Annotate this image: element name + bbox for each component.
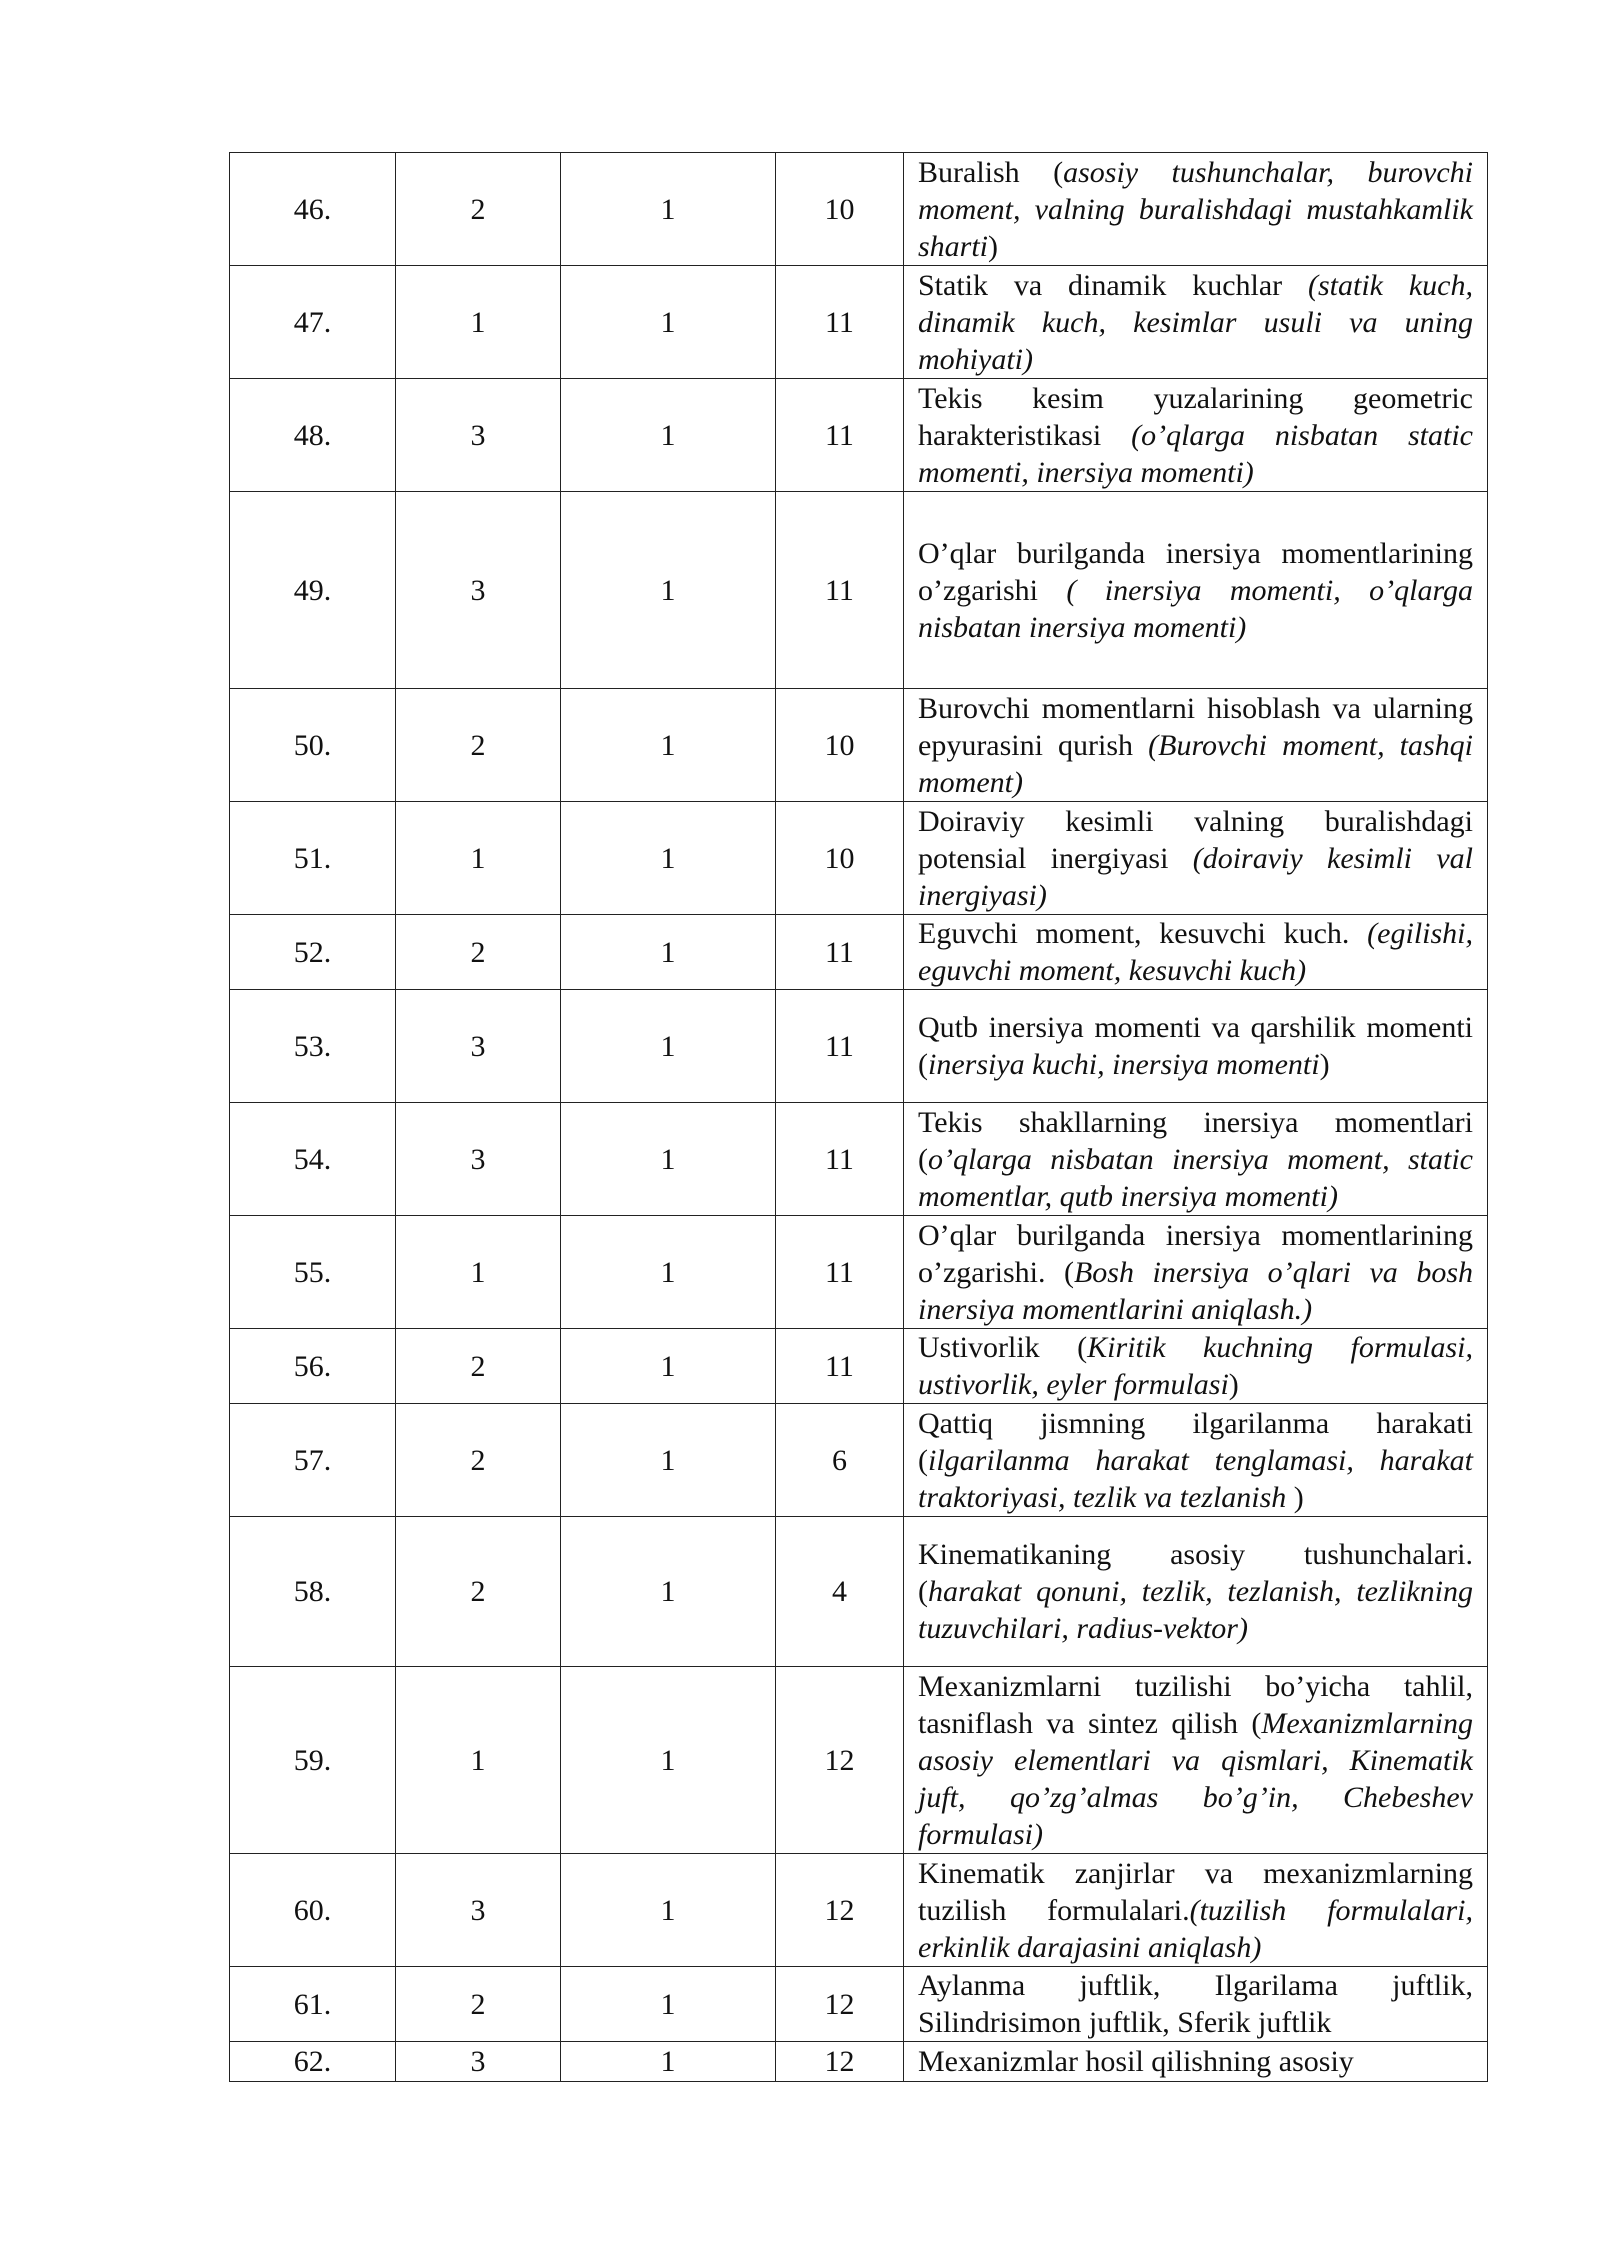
row-number-cell: 48. bbox=[230, 379, 396, 492]
topic-title-text: Aylanma juftlik, Ilgarilama juftlik, Silindrisimon juftlik, Sferik juftlik bbox=[918, 1969, 1473, 2039]
column-2-cell: 3 bbox=[396, 990, 561, 1103]
column-2-cell: 3 bbox=[396, 1854, 561, 1967]
column-2-cell: 2 bbox=[396, 1404, 561, 1517]
topic-description-cell bbox=[904, 379, 1488, 492]
column-3-cell: 1 bbox=[561, 1854, 776, 1967]
topic-keywords-text: harakat qonuni, tezlik, tezlanish, tezlikning tuzuvchilari, radius-vektor) bbox=[918, 1575, 1473, 1645]
topic-keywords-text: Kiritik kuchning formulasi, ustivorlik, eyler formulasi bbox=[918, 1331, 1473, 1401]
column-4-cell: 11 bbox=[776, 1216, 904, 1329]
topic-keywords-text: ( inersiya momenti, o’qlarga nisbatan inersiya momenti) bbox=[918, 573, 1473, 644]
column-3-cell: 1 bbox=[561, 379, 776, 492]
topic-keywords-text: Bosh inersiya o’qlari va bosh inersiya momentlarini aniqlash.) bbox=[918, 1255, 1473, 1326]
topic-description-cell bbox=[904, 1667, 1488, 1854]
topic-keywords-text: (egilishi, eguvchi moment, kesuvchi kuch) bbox=[918, 917, 1473, 987]
column-3-cell: 1 bbox=[561, 689, 776, 802]
column-2-cell: 1 bbox=[396, 266, 561, 379]
topic-description-cell bbox=[904, 153, 1488, 266]
column-2-cell: 1 bbox=[396, 1216, 561, 1329]
column-2-cell: 3 bbox=[396, 1103, 561, 1216]
topic-title-text: Ustivorlik ( bbox=[918, 1331, 1088, 1364]
column-4-cell: 6 bbox=[776, 1404, 904, 1517]
topic-title-text: ) bbox=[1293, 1480, 1304, 1514]
table-row bbox=[230, 1854, 1488, 1967]
topic-keywords-text: (statik kuch, dinamik kuch, kesimlar usuli va uning mohiyati) bbox=[918, 268, 1473, 376]
column-2-cell: 1 bbox=[396, 802, 561, 915]
topic-description-cell bbox=[904, 2042, 1488, 2082]
topic-description-cell bbox=[904, 802, 1488, 915]
topic-description-cell bbox=[904, 1967, 1488, 2042]
topic-keywords-text: Mexanizmlarning asosiy elementlari va qismlari, Kinematik juft, qo’zg’almas bo’g’in, Chebeshev formulasi) bbox=[918, 1706, 1473, 1851]
topic-description-cell bbox=[904, 1103, 1488, 1216]
topic-description-cell bbox=[904, 266, 1488, 379]
topic-title-text: Mexanizmlar hosil qilishning asosiy bbox=[918, 2045, 1354, 2078]
column-3-cell: 1 bbox=[561, 990, 776, 1103]
row-number-cell: 61. bbox=[230, 1967, 396, 2042]
row-number-cell: 52. bbox=[230, 915, 396, 990]
column-4-cell: 10 bbox=[776, 153, 904, 266]
column-2-cell: 2 bbox=[396, 689, 561, 802]
column-3-cell: 1 bbox=[561, 1103, 776, 1216]
column-3-cell: 1 bbox=[561, 492, 776, 689]
column-3-cell: 1 bbox=[561, 2042, 776, 2082]
table-row bbox=[230, 379, 1488, 492]
row-number-cell: 46. bbox=[230, 153, 396, 266]
column-2-cell: 3 bbox=[396, 2042, 561, 2082]
column-4-cell: 10 bbox=[776, 689, 904, 802]
topic-title-text: Eguvchi moment, kesuvchi kuch. bbox=[918, 917, 1368, 950]
topic-title-text: ) bbox=[988, 229, 999, 263]
table-row bbox=[230, 1404, 1488, 1517]
topic-description-cell bbox=[904, 1216, 1488, 1329]
table-row bbox=[230, 915, 1488, 990]
column-2-cell: 2 bbox=[396, 153, 561, 266]
column-3-cell: 1 bbox=[561, 153, 776, 266]
column-2-cell: 2 bbox=[396, 1967, 561, 2042]
topic-title-text: O’qlar burilganda inersiya momentlarining o’zgarishi bbox=[918, 536, 1473, 607]
row-number-cell: 57. bbox=[230, 1404, 396, 1517]
topic-title-text: ) bbox=[1228, 1368, 1239, 1401]
topic-title-text: Qattiq jismning ilgarilanma harakati ( bbox=[918, 1406, 1473, 1477]
row-number-cell: 59. bbox=[230, 1667, 396, 1854]
row-number-cell: 58. bbox=[230, 1517, 396, 1667]
table-row bbox=[230, 266, 1488, 379]
topic-keywords-text: (o’qlarga nisbatan static momenti, inersiya momenti) bbox=[918, 418, 1473, 489]
topic-title-text: Burovchi momentlarni hisoblash va ularning epyurasini qurish bbox=[918, 691, 1473, 762]
table-row bbox=[230, 492, 1488, 689]
topic-description-cell bbox=[904, 689, 1488, 802]
topic-title-text: Kinematik zanjirlar va mexanizmlarning tuzilish formulalari. bbox=[918, 1856, 1473, 1927]
column-3-cell: 1 bbox=[561, 1329, 776, 1404]
column-3-cell: 1 bbox=[561, 266, 776, 379]
row-number-cell: 54. bbox=[230, 1103, 396, 1216]
topic-keywords-text: (tuzilish formulalari, erkinlik darajasini aniqlash) bbox=[918, 1893, 1473, 1964]
topic-keywords-text: (Burovchi moment, tashqi moment) bbox=[918, 728, 1474, 799]
column-3-cell: 1 bbox=[561, 1667, 776, 1854]
topics-table bbox=[229, 152, 1488, 2082]
row-number-cell: 56. bbox=[230, 1329, 396, 1404]
column-3-cell: 1 bbox=[561, 1517, 776, 1667]
column-4-cell: 11 bbox=[776, 266, 904, 379]
table-row bbox=[230, 1517, 1488, 1667]
column-2-cell: 1 bbox=[396, 1667, 561, 1854]
column-4-cell: 10 bbox=[776, 802, 904, 915]
column-4-cell: 11 bbox=[776, 915, 904, 990]
topic-title-text: Tekis kesim yuzalarining geometric harakteristikasi bbox=[918, 381, 1473, 452]
table-row bbox=[230, 1967, 1488, 2042]
topic-keywords-text: o’qlarga nisbatan inersiya moment, static momentlar, qutb inersiya momenti) bbox=[918, 1142, 1473, 1213]
table-row bbox=[230, 1216, 1488, 1329]
column-4-cell: 12 bbox=[776, 1967, 904, 2042]
topic-title-text: Kinematikaning asosiy tushunchalari.( bbox=[918, 1538, 1473, 1608]
table-row bbox=[230, 689, 1488, 802]
column-2-cell: 2 bbox=[396, 915, 561, 990]
topic-description-cell bbox=[904, 1517, 1488, 1667]
topic-keywords-text: (doiraviy kesimli val inergiyasi) bbox=[918, 841, 1473, 912]
column-3-cell: 1 bbox=[561, 1404, 776, 1517]
column-3-cell: 1 bbox=[561, 1967, 776, 2042]
row-number-cell: 60. bbox=[230, 1854, 396, 1967]
column-4-cell: 12 bbox=[776, 1854, 904, 1967]
table-row bbox=[230, 2042, 1488, 2082]
topic-title-text: ( bbox=[1053, 155, 1064, 189]
topic-description-cell bbox=[904, 990, 1488, 1103]
topic-description-cell bbox=[904, 915, 1488, 990]
row-number-cell: 62. bbox=[230, 2042, 396, 2082]
table-row bbox=[230, 153, 1488, 266]
row-number-cell: 55. bbox=[230, 1216, 396, 1329]
column-4-cell: 12 bbox=[776, 1667, 904, 1854]
topic-title-text: Qutb inersiya momenti va qarshilik momenti ( bbox=[918, 1011, 1473, 1081]
topic-description-cell bbox=[904, 1854, 1488, 1967]
topic-description-cell bbox=[904, 492, 1488, 689]
table-row bbox=[230, 1667, 1488, 1854]
topic-keywords-text: ilgarilanma harakat tenglamasi, harakat traktoriyasi, tezlik va tezlanish bbox=[918, 1443, 1473, 1514]
row-number-cell: 51. bbox=[230, 802, 396, 915]
column-2-cell: 3 bbox=[396, 379, 561, 492]
column-4-cell: 11 bbox=[776, 990, 904, 1103]
column-4-cell: 11 bbox=[776, 379, 904, 492]
column-4-cell: 11 bbox=[776, 1103, 904, 1216]
row-number-cell: 53. bbox=[230, 990, 396, 1103]
topic-description-cell bbox=[904, 1329, 1488, 1404]
topic-title-text: Doiraviy kesimli valning buralishdagi potensial inergiyasi bbox=[918, 804, 1473, 875]
column-4-cell: 4 bbox=[776, 1517, 904, 1667]
column-4-cell: 11 bbox=[776, 492, 904, 689]
column-3-cell: 1 bbox=[561, 1216, 776, 1329]
table-row bbox=[230, 990, 1488, 1103]
topic-title-text: O’qlar burilganda inersiya momentlarining o’zgarishi. ( bbox=[918, 1218, 1473, 1289]
column-3-cell: 1 bbox=[561, 802, 776, 915]
topic-keywords-text: inersiya kuchi, inersiya momenti bbox=[928, 1048, 1320, 1081]
column-2-cell: 2 bbox=[396, 1517, 561, 1667]
topic-title-text: ) bbox=[1319, 1048, 1330, 1081]
column-4-cell: 12 bbox=[776, 2042, 904, 2082]
topic-description-cell bbox=[904, 1404, 1488, 1517]
table-row bbox=[230, 1103, 1488, 1216]
topic-keywords-text: asosiy tushunchalar, burovchi moment, valning buralishdagi mustahkamlik sharti bbox=[918, 155, 1473, 263]
table-body bbox=[230, 153, 1488, 2082]
topic-title-text: Statik va dinamik kuchlar bbox=[918, 268, 1309, 302]
row-number-cell: 49. bbox=[230, 492, 396, 689]
topic-title-text: Mexanizmlarni tuzilishi bo’yicha tahlil, tasniflash va sintez qilish ( bbox=[918, 1669, 1473, 1740]
row-number-cell: 50. bbox=[230, 689, 396, 802]
row-number-cell: 47. bbox=[230, 266, 396, 379]
topic-title-text: Tekis shakllarning inersiya momentlari ( bbox=[918, 1105, 1473, 1176]
column-2-cell: 2 bbox=[396, 1329, 561, 1404]
table-row bbox=[230, 802, 1488, 915]
topic-title-text: Buralish bbox=[918, 155, 1054, 189]
table-row bbox=[230, 1329, 1488, 1404]
column-4-cell: 11 bbox=[776, 1329, 904, 1404]
column-2-cell: 3 bbox=[396, 492, 561, 689]
column-3-cell: 1 bbox=[561, 915, 776, 990]
